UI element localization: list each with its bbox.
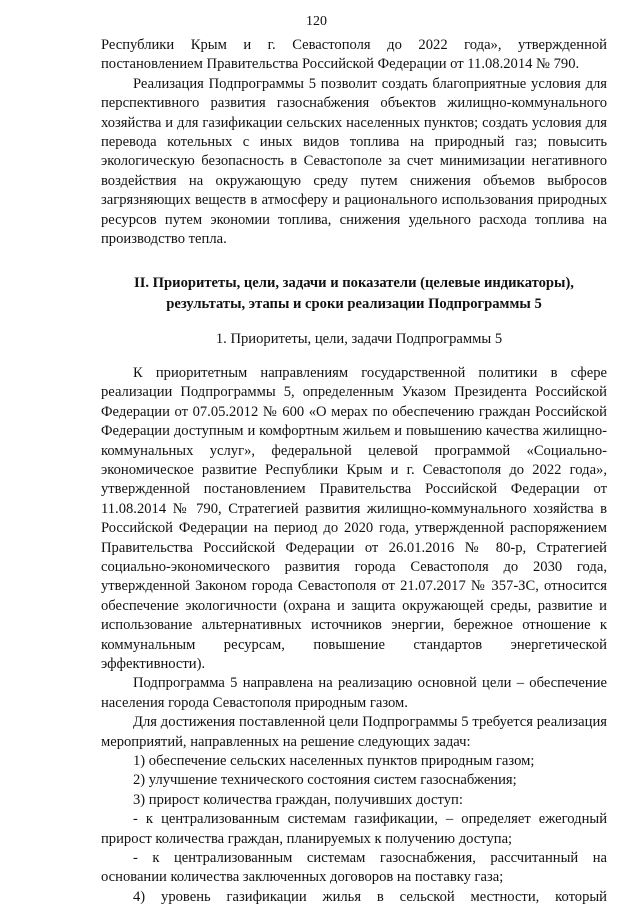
paragraph: Для достижения поставленной цели Подпрограммы 5 требуется реализация мероприятий, направленных на решение следующих задач: [101, 714, 607, 750]
subsection-title: 1. Приоритеты, цели, задачи Подпрограммы 5 [215, 331, 503, 348]
list-item: 2) улучшение технического состояния систем газоснабжения; [133, 772, 517, 789]
list-subitem: - к централизованным системам газификации, – определяет ежегодный прирост количества граждан, планируемых к получению доступа; [101, 811, 607, 847]
section-title: II. Приоритеты, цели, задачи и показатели (целевые индикаторы), результаты, этапы и сроки реализации Подпрограммы 5 [134, 275, 574, 313]
list-item: 3) прирост количества граждан, получивших доступ: [133, 791, 463, 808]
paragraph: Реализация Подпрограммы 5 позволит создать благоприятные условия для перспективного развития газоснабжения объектов жилищно-коммунального хозяйства и для газификации сельских населенных пунктов; создать условия для перевода котельных с иных видов топлива на природный газ; повысить экологическую безопасность в Севастополе за счет минимизации негативного воздействия на окружающую среду путем снижения объемов выбросов загрязняющих веществ в атмосферу и рационального использования природных ресурсов путем экономии топлива, снижения удельного расхода топлива на производство тепла. [101, 75, 607, 248]
document-body [101, 36, 607, 907]
page-number: 120 [306, 14, 327, 29]
list-subitem: - к централизованным системам газоснабжения, рассчитанный на основании количества заключенных договоров на поставку газа; [101, 850, 607, 886]
list-item: 1) обеспечение сельских населенных пунктов природным газом; [133, 753, 535, 769]
list-item: 4) уровень газификации жилья в сельской местности, который [133, 888, 607, 905]
paragraph: Подпрограмма 5 направлена на реализацию основной цели – обеспечение населения города Севастополя природным газом. [101, 675, 607, 711]
paragraph: Республики Крым и г. Севастополя до 2022 года», утвержденной постановлением Правительства Российской Федерации от 11.08.2014 № 790. [101, 37, 607, 73]
paragraph: К приоритетным направлениям государственной политики в сфере реализации Подпрограммы 5, определенным Указом Президента Российской Федерации от 07.05.2012 № 600 «О мерах по обеспечению граждан Российской Федерации доступным и комфортным жильем и повышению качества жилищно-коммунальных услуг», федеральной целевой программой «Социально-экономическое развитие Республики Крым и г. Севастополя до 2022 года», утвержденной постановлением Правительства Российской Федерации от 11.08.2014 № 790, Стратегией развития жилищно-коммунального хозяйства в Российской Федерации на период до 2020 года, утвержденной распоряжением Правительства Российской Федерации от 26.01.2016 № 80-р, Стратегией социально-экономического развития города Севастополя до 2030 года, утвержденной Законом города Севастополя от 21.07.2017 № 357-ЗС, относится обеспечение экологичности (охрана и защита окружающей среды, развитие и использование альтернативных источников энергии, бережное отношение к коммунальным ресурсам, повышение стандартов энергетической эффективности). [101, 364, 607, 672]
